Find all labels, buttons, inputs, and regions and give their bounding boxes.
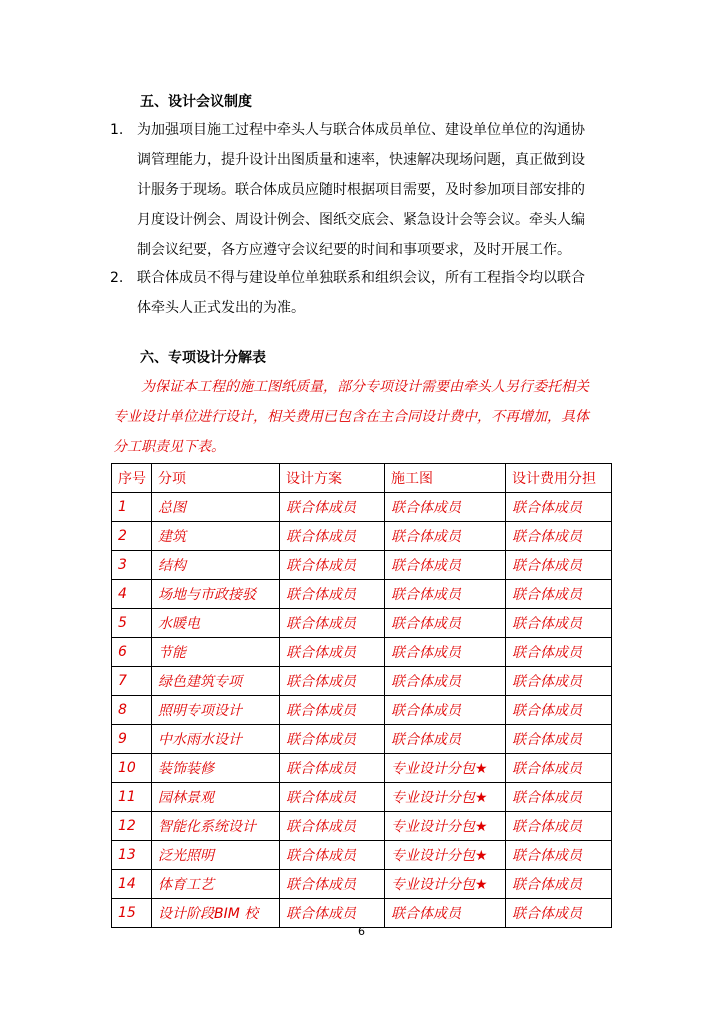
table-cell: 14 — [112, 870, 152, 899]
list-item — [137, 263, 617, 323]
header-cell: 设计方案 — [280, 464, 385, 493]
table-cell: 联合体成员 — [280, 667, 385, 696]
table-cell: 13 — [112, 841, 152, 870]
table-cell: 10 — [112, 754, 152, 783]
header-cell: 分项 — [152, 464, 280, 493]
table-cell: 总图 — [152, 493, 280, 522]
text-line: 月度设计例会、周设计例会、图纸交底会、紧急设计会等会议。牵头人编 — [137, 212, 585, 228]
table-cell: 11 — [112, 783, 152, 812]
list-number: 1. — [110, 122, 124, 138]
intro-line: 专业设计单位进行设计，相关费用已包含在主合同设计费中，不再增加，具体 — [113, 409, 589, 425]
section6-heading: 六、专项设计分解表 — [140, 350, 266, 366]
table-row — [112, 899, 612, 928]
text-line: 体牵头人正式发出的为准。 — [137, 300, 305, 316]
table-cell: 联合体成员 — [280, 551, 385, 580]
table-row — [112, 609, 612, 638]
table-cell: 3 — [112, 551, 152, 580]
table-cell: 联合体成员 — [280, 609, 385, 638]
table-cell: 6 — [112, 638, 152, 667]
table-cell: 联合体成员 — [280, 812, 385, 841]
table-cell: 联合体成员 — [385, 551, 506, 580]
table-row — [112, 551, 612, 580]
table-cell: 联合体成员 — [385, 667, 506, 696]
table-cell: 联合体成员 — [280, 899, 385, 928]
table-cell: 建筑 — [152, 522, 280, 551]
table-cell: 8 — [112, 696, 152, 725]
table-cell: 联合体成员 — [385, 609, 506, 638]
table-cell: 联合体成员 — [506, 638, 612, 667]
table-cell: 联合体成员 — [506, 580, 612, 609]
table-cell: 专业设计分包★ — [385, 870, 506, 899]
table-cell: 智能化系统设计 — [152, 812, 280, 841]
table-cell: 15 — [112, 899, 152, 928]
table-row — [112, 493, 612, 522]
page-number: 6 — [358, 925, 365, 938]
list-number: 2. — [110, 270, 124, 286]
design-breakdown-table — [111, 463, 612, 928]
table-cell: 5 — [112, 609, 152, 638]
table-cell: 联合体成员 — [506, 696, 612, 725]
text-line: 联合体成员不得与建设单位单独联系和组织会议，所有工程指令均以联合 — [137, 270, 585, 286]
table-cell: 节能 — [152, 638, 280, 667]
table-row — [112, 841, 612, 870]
table-cell: 联合体成员 — [506, 870, 612, 899]
table-cell: 联合体成员 — [506, 754, 612, 783]
table-cell: 联合体成员 — [280, 754, 385, 783]
table-cell: 泛光照明 — [152, 841, 280, 870]
table-cell: 联合体成员 — [506, 812, 612, 841]
table-row — [112, 725, 612, 754]
text-line: 制会议纪要，各方应遵守会议纪要的时间和事项要求，及时开展工作。 — [137, 242, 571, 258]
section5-heading: 五、设计会议制度 — [140, 94, 252, 110]
table-cell: 专业设计分包★ — [385, 841, 506, 870]
table-cell: 联合体成员 — [280, 783, 385, 812]
table-cell: 园林景观 — [152, 783, 280, 812]
text-line: 调管理能力，提升设计出图质量和速率，快速解决现场问题，真正做到设 — [137, 152, 585, 168]
table-cell: 联合体成员 — [385, 580, 506, 609]
table-row — [112, 638, 612, 667]
table-cell: 12 — [112, 812, 152, 841]
table-cell: 9 — [112, 725, 152, 754]
table-cell: 联合体成员 — [385, 493, 506, 522]
table-cell: 中水雨水设计 — [152, 725, 280, 754]
table-cell: 设计阶段BIM 校 — [152, 899, 280, 928]
table-row — [112, 580, 612, 609]
table-cell: 联合体成员 — [506, 551, 612, 580]
table-cell: 专业设计分包★ — [385, 812, 506, 841]
table-cell: 联合体成员 — [506, 522, 612, 551]
table-cell: 联合体成员 — [506, 841, 612, 870]
table-row — [112, 522, 612, 551]
table-cell: 联合体成员 — [385, 725, 506, 754]
table-cell: 联合体成员 — [506, 667, 612, 696]
list-item — [137, 115, 617, 265]
table-cell: 体育工艺 — [152, 870, 280, 899]
table-cell: 联合体成员 — [280, 522, 385, 551]
table-cell: 4 — [112, 580, 152, 609]
table-cell: 联合体成员 — [506, 899, 612, 928]
table-cell: 水暖电 — [152, 609, 280, 638]
intro-line: 分工职责见下表。 — [113, 439, 225, 455]
table-cell: 1 — [112, 493, 152, 522]
table-row — [112, 812, 612, 841]
text-line: 为加强项目施工过程中牵头人与联合体成员单位、建设单位单位的沟通协 — [137, 122, 585, 138]
table-cell: 专业设计分包★ — [385, 783, 506, 812]
table-row — [112, 667, 612, 696]
table-row — [112, 696, 612, 725]
text-line: 计服务于现场。联合体成员应随时根据项目需要，及时参加项目部安排的 — [137, 182, 585, 198]
table-row — [112, 783, 612, 812]
table-cell: 照明专项设计 — [152, 696, 280, 725]
section6-intro — [113, 372, 618, 462]
table-cell: 联合体成员 — [506, 609, 612, 638]
table-cell: 场地与市政接驳 — [152, 580, 280, 609]
table-cell: 联合体成员 — [385, 899, 506, 928]
header-cell: 施工图 — [385, 464, 506, 493]
table-cell: 7 — [112, 667, 152, 696]
table-row — [112, 870, 612, 899]
table-cell: 专业设计分包★ — [385, 754, 506, 783]
table-cell: 绿色建筑专项 — [152, 667, 280, 696]
table-header-row — [112, 464, 612, 493]
table-cell: 联合体成员 — [385, 522, 506, 551]
table-cell: 联合体成员 — [385, 638, 506, 667]
table-cell: 联合体成员 — [280, 725, 385, 754]
table-cell: 联合体成员 — [280, 870, 385, 899]
table-cell: 联合体成员 — [280, 580, 385, 609]
table-cell: 联合体成员 — [506, 493, 612, 522]
table-cell: 联合体成员 — [506, 783, 612, 812]
table-cell: 联合体成员 — [280, 841, 385, 870]
table-cell: 联合体成员 — [280, 638, 385, 667]
table-cell: 联合体成员 — [280, 696, 385, 725]
header-cell: 设计费用分担 — [506, 464, 612, 493]
table-cell: 2 — [112, 522, 152, 551]
header-cell: 序号 — [112, 464, 152, 493]
table-cell: 联合体成员 — [385, 696, 506, 725]
table-row — [112, 754, 612, 783]
table-cell: 结构 — [152, 551, 280, 580]
table-cell: 联合体成员 — [280, 493, 385, 522]
table-cell: 装饰装修 — [152, 754, 280, 783]
intro-line: 为保证本工程的施工图纸质量，部分专项设计需要由牵头人另行委托相关 — [141, 379, 589, 395]
table-cell: 联合体成员 — [506, 725, 612, 754]
